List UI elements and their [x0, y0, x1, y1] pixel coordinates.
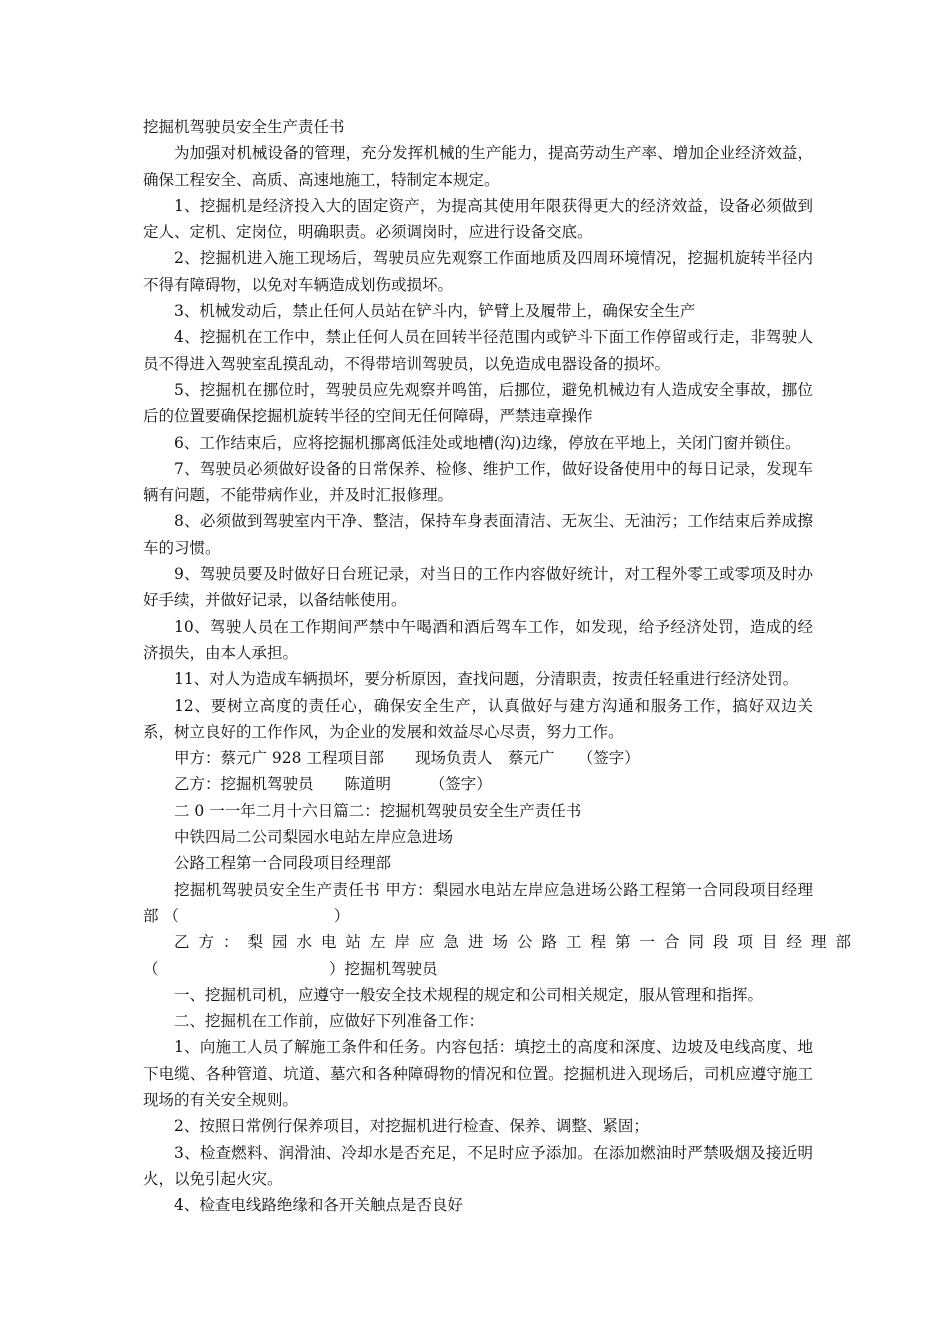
part2-title-party-a: 挖掘机驾驶员安全生产责任书 甲方：梨园水电站左岸应急进场公路工程第一合同段项目经理部 （ ） [143, 880, 813, 925]
paragraph-rule-3: 3、机械发动后，禁止任何人员站在铲斗内，铲臂上及履带上，确保安全生产 [174, 302, 696, 321]
paragraph-rule-6: 6、工作结束后，应将挖掘机挪离低洼处或地槽(沟)边缘，停放在平地上，关闭门窗并锁住。 [174, 433, 801, 452]
organization-line-1: 中铁四局二公司梨园水电站左岸应急进场 [174, 828, 454, 847]
paragraph-rule-12: 12、要树立高度的责任心，确保安全生产，认真做好与建方沟通和服务工作，搞好双边关系，树立良好的工作作风，为企业的发展和效益尽心尽责，努力工作。 [143, 696, 813, 741]
paragraph-rule-11: 11、对人为造成车辆损坏，要分析原因，查找问题，分清职责，按责任轻重进行经济处罚。 [174, 670, 799, 689]
rule-item-2: 2、按照日常例行保养项目，对挖掘机进行检查、保养、调整、紧固； [174, 1117, 649, 1136]
organization-line-2: 公路工程第一合同段项目经理部 [174, 854, 392, 873]
party-b-signature: 乙方：挖掘机驾驶员 陈道明 （签字） [174, 775, 492, 794]
party-b2-line-1: 乙方：梨园水电站左岸应急进场公路工程第一合同段项目经理部 [174, 933, 861, 952]
paragraph-rule-4: 4、挖掘机在工作中，禁止任何人员在回转半径范围内或铲斗下面工作停留或行走，非驾驶人员不得进入驾驶室乱摸乱动，不得带培训驾驶员，以免造成电器设备的损坏。 [143, 328, 813, 373]
paragraph-rule-2: 2、挖掘机进入施工现场后，驾驶员应先观察工作面地质及四周环境情况，挖掘机旋转半径内不得有障碍物，以免对车辆造成划伤或损坏。 [143, 249, 813, 294]
date-line: 二 0 一一年二月十六日篇二：挖掘机驾驶员安全生产责任书 [174, 801, 582, 820]
party-b2-line-2: （ ）挖掘机驾驶员 [143, 959, 438, 978]
paragraph-rule-7: 7、驾驶员必须做好设备的日常保养、检修、维护工作，做好设备使用中的每日记录，发现车辆有问题，不能带病作业，并及时汇报修理。 [143, 459, 813, 505]
paragraph-rule-1: 1、挖掘机是经济投入大的固定资产，为提高其使用年限获得更大的经济效益，设备必须做到定人、定机、定岗位，明确职责。必须调岗时，应进行设备交底。 [143, 196, 813, 242]
document-title: 挖掘机驾驶员安全生产责任书 [143, 118, 345, 136]
rule-section-2: 二、挖掘机在工作前，应做好下列准备工作： [174, 1012, 485, 1031]
paragraph-rule-8: 8、必须做到驾驶室内干净、整洁，保持车身表面清洁、无灰尘、无油污；工作结束后养成擦车的习惯。 [143, 512, 813, 557]
paragraph-rule-5: 5、挖掘机在挪位时，驾驶员应先观察并鸣笛，后挪位，避免机械边有人造成安全事故，挪位后的位置要确保挖掘机旋转半径的空间无任何障碍，严禁违章操作 [143, 380, 813, 426]
rule-item-3: 3、检查燃料、润滑油、冷却水是否充足，不足时应予添加。在添加燃油时严禁吸烟及接近明火，以免引起火灾。 [143, 1143, 813, 1188]
document-page [143, 114, 861, 1218]
paragraph-rule-10: 10、驾驶人员在工作期间严禁中午喝酒和酒后驾车工作，如发现，给予经济处罚，造成的经济损失，由本人承担。 [143, 617, 813, 662]
rule-item-4: 4、检查电线路绝缘和各开关触点是否良好 [174, 1196, 463, 1215]
rule-item-1: 1、向施工人员了解施工条件和任务。内容包括：填挖土的高度和深度、边坡及电线高度、地下电缆、各种管道、坑道、墓穴和各种障碍物的情况和位置。挖掘机进入现场后，司机应遵守施工现场的有关安全规则。 [143, 1038, 813, 1109]
party-a-signature: 甲方：蔡元广 928 工程项目部 现场负责人 蔡元广 （签字） [174, 749, 640, 768]
paragraph-rule-9: 9、驾驶员要及时做好日台班记录，对当日的工作内容做好统计，对工程外零工或零项及时办好手续，并做好记录，以备结帐使用。 [143, 565, 813, 610]
paragraph-intro: 为加强对机械设备的管理，充分发挥机械的生产能力，提高劳动生产率、增加企业经济效益，确保工程安全、高质、高速地施工，特制定本规定。 [143, 144, 813, 189]
rule-section-1: 一、挖掘机司机，应遵守一般安全技术规程的规定和公司相关规定，服从管理和指挥。 [174, 985, 764, 1004]
